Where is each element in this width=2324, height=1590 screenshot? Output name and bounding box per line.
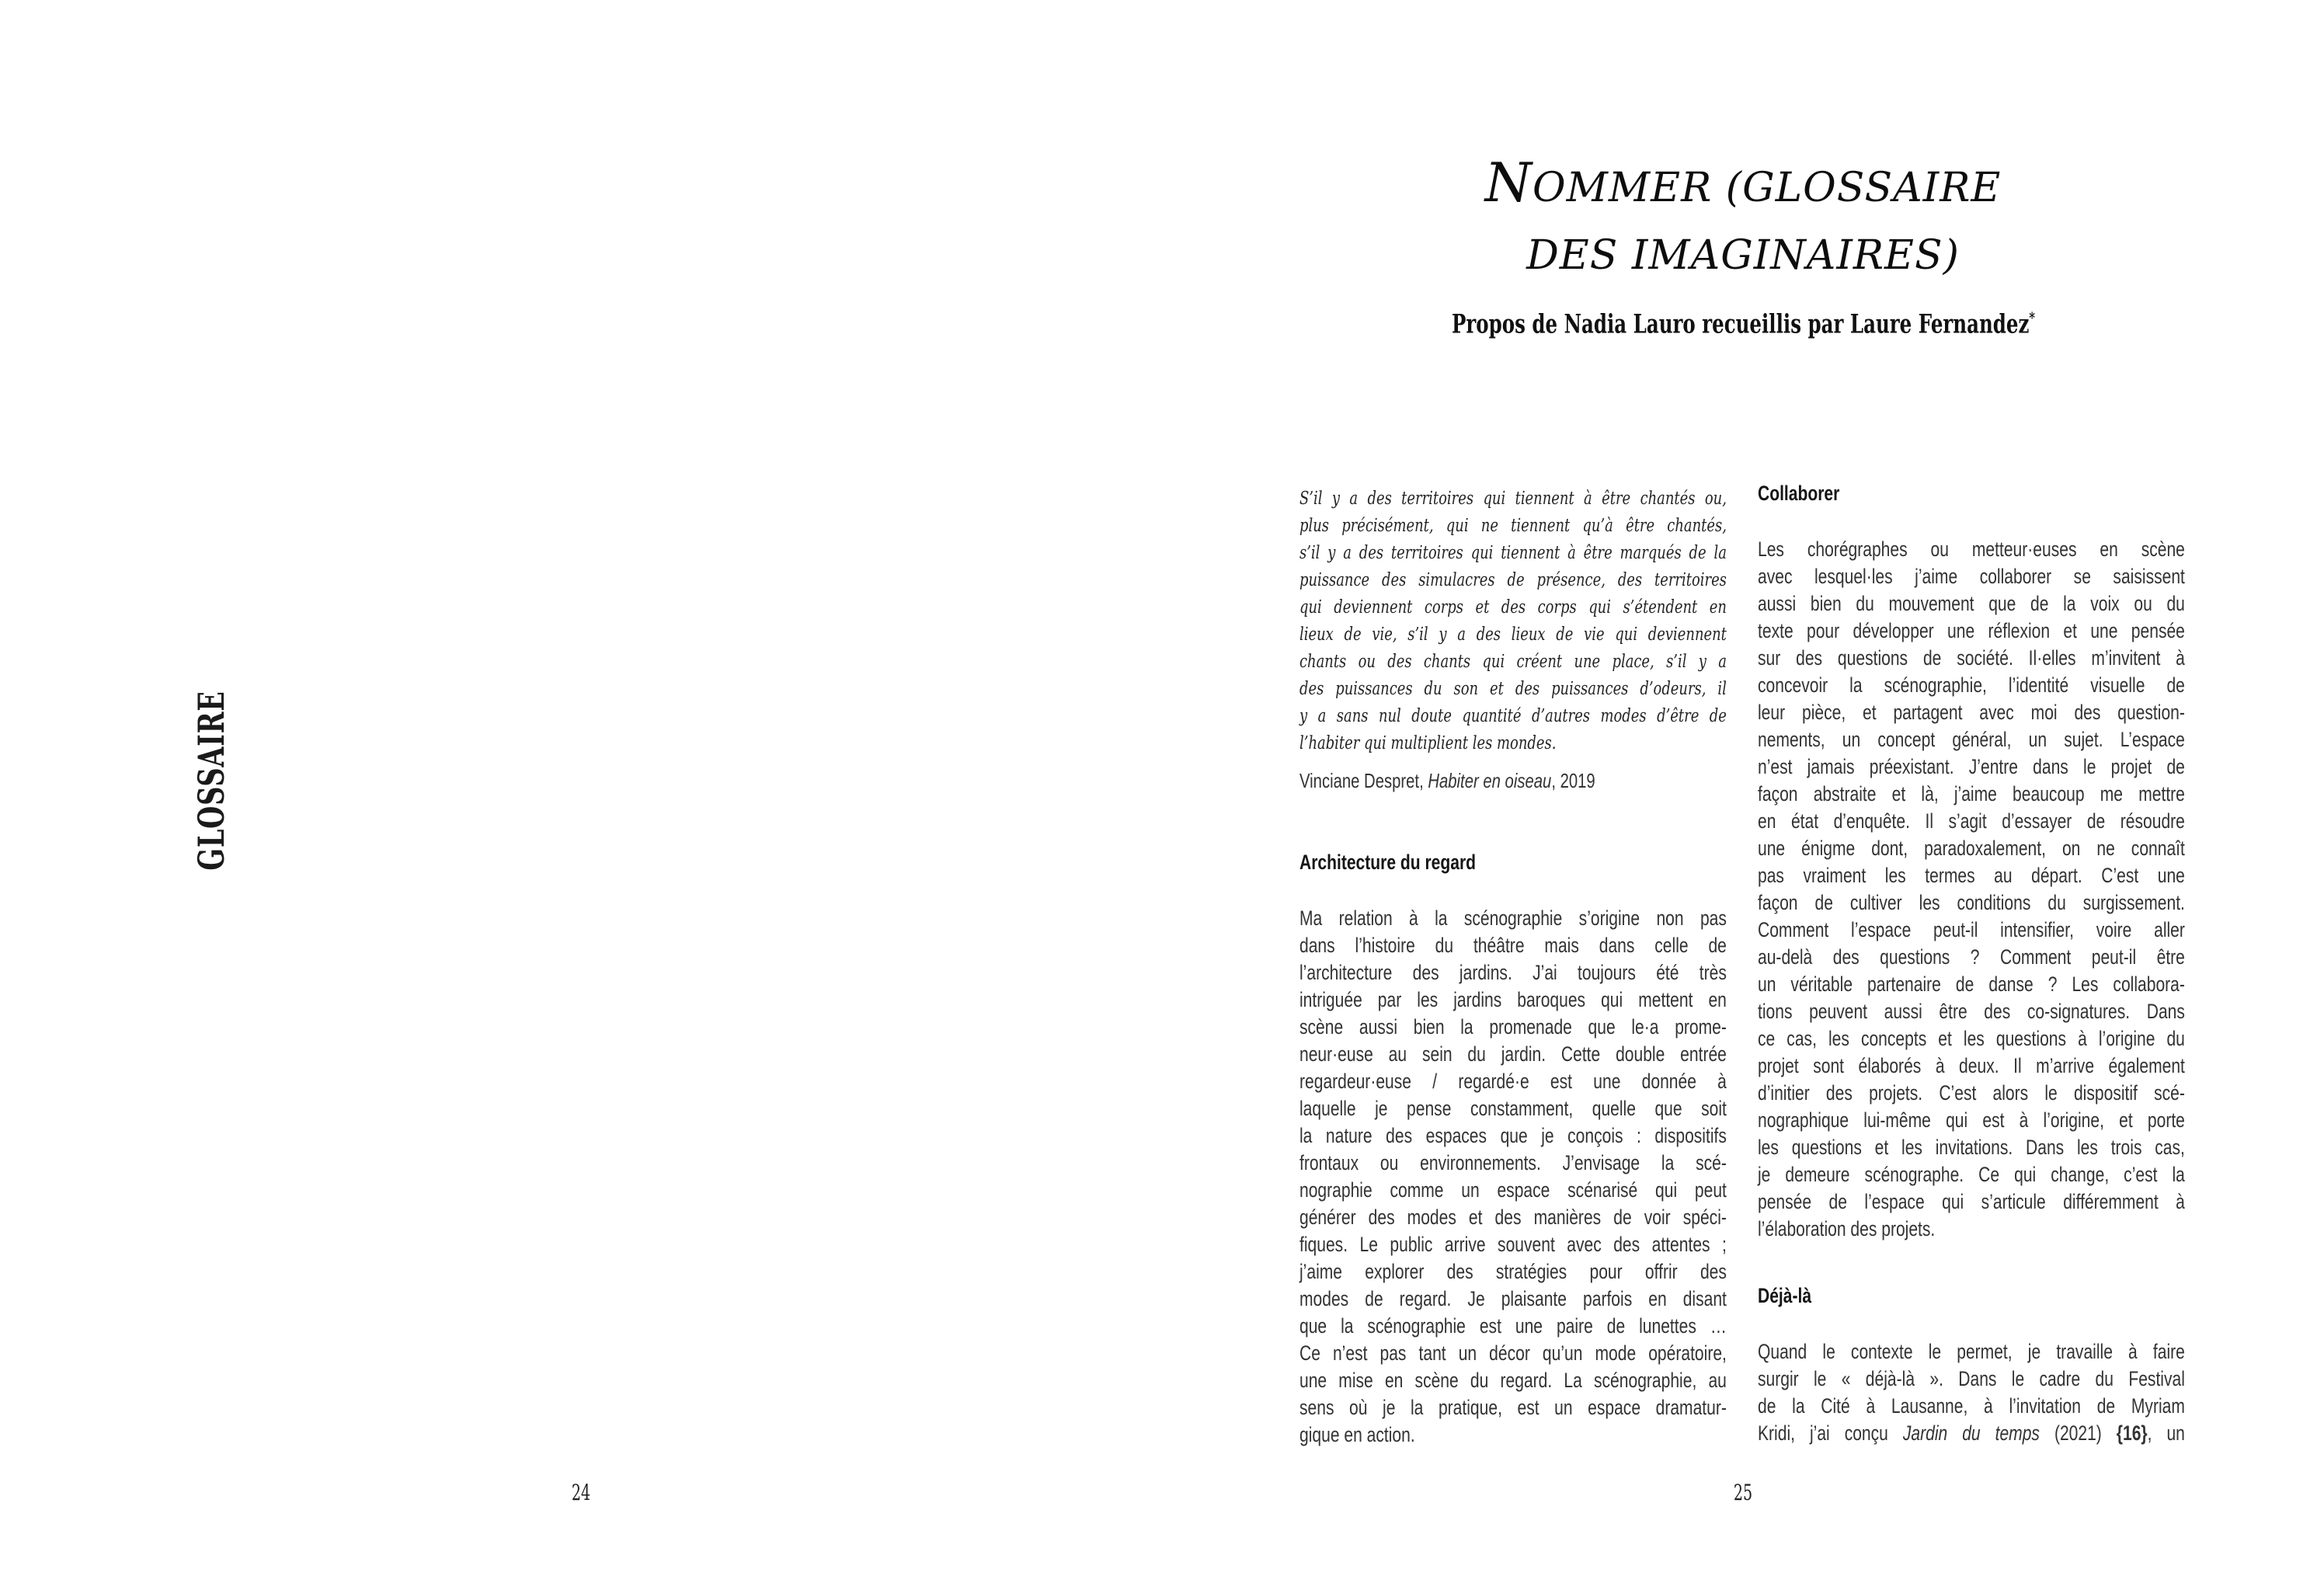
article-title-line1: NOMMER (GLOSSAIRE (1484, 152, 2002, 214)
section-heading-architecture-du-regard: Architecture du regard (1299, 851, 1477, 874)
text-line: fiques. Le public arrive souvent avec des attentes ; (1299, 1233, 1727, 1256)
text-line: l’architecture des jardins. J’ai toujours été très (1299, 961, 1727, 984)
page-number-right: 25 (1733, 1480, 1753, 1505)
epigraph-quote (1299, 485, 1727, 757)
text-line: dans l’histoire du théâtre mais dans celle de (1299, 934, 1727, 957)
text-line: des puissances du son et des puissances d’odeurs, il (1299, 679, 1727, 699)
section-body-deja-la (1758, 1338, 2185, 1420)
text-line: façon de cultiver les conditions du surgissement. (1758, 891, 2185, 914)
title-initial-cap: N (1484, 152, 1533, 214)
section-heading-collaborer: Collaborer (1758, 482, 1840, 505)
text-line: une mise en scène du regard. La scénographie, au (1299, 1369, 1727, 1392)
text-line: un véritable partenaire de danse ? Les collabora- (1758, 972, 2185, 996)
text-line: projet sont élaborés à deux. Il m’arrive également (1758, 1054, 2185, 1077)
text-line: puissance des simulacres de présence, des territoires (1299, 570, 1727, 590)
text-line: Ma relation à la scénographie s’origine non pas (1299, 906, 1727, 930)
text-line: texte pour développer une réflexion et une pensée (1758, 619, 2185, 642)
text-line: qui deviennent corps et des corps qui s’étendent en (1299, 597, 1727, 618)
text-line: regardeur·euse / regardé·e est une donnée à (1299, 1070, 1727, 1093)
text-line: générer des modes et des manières de voir spéci- (1299, 1206, 1727, 1229)
text-line: sur des questions de société. Il·elles m’invitent à (1758, 646, 2185, 670)
text-line: plus précisément, qui ne tiennent qu’à être chantés, (1299, 516, 1727, 536)
text-line: aussi bien du mouvement que de la voix ou du (1758, 592, 2185, 615)
quote-attribution (1299, 769, 1727, 792)
text-line: de la Cité à Lausanne, à l’invitation de Myriam (1758, 1394, 2185, 1418)
text-line: y a sans nul doute quantité d’autres modes d’être de (1299, 706, 1727, 726)
text-line: nographie comme un espace scénarisé qui peut (1299, 1178, 1727, 1202)
text-column-left (1299, 485, 1727, 1449)
text-line: surgir le « déjà-là ». Dans le cadre du Festival (1758, 1367, 2185, 1390)
article-subtitle-row (1162, 308, 2324, 339)
text-line: en état d’enquête. Il s’agit d’essayer de résoudre (1758, 809, 2185, 833)
glossaire-vertical-label: GLOSSAIRE (190, 691, 232, 871)
text-line: je demeure scénographe. Ce qui change, c’est la (1758, 1163, 2185, 1186)
text-line: n’est jamais préexistant. J’entre dans le projet de (1758, 755, 2185, 778)
text-line: au-delà des questions ? Comment peut-il être (1758, 945, 2185, 969)
page-right (1162, 0, 2324, 1590)
text-line: modes de regard. Je plaisante parfois en disant (1299, 1287, 1727, 1310)
quote-author: Vinciane Despret, (1299, 769, 1428, 792)
text-line: l’élaboration des projets. (1758, 1217, 1936, 1240)
text-line: sens où je la pratique, est un espace dramatur- (1299, 1396, 1727, 1419)
section-body-collaborer (1758, 536, 2185, 1243)
text-line: neur·euse au sein du jardin. Cette double entrée (1299, 1042, 1727, 1066)
text-line: j’aime explorer des stratégies pour offrir des (1299, 1260, 1727, 1283)
section-heading-deja-la: Déjà-là (1758, 1284, 1812, 1307)
text-line: concevoir la scénographie, l’identité visuelle de (1758, 673, 2185, 697)
text-line: S’il y a des territoires qui tiennent à être chantés ou, (1299, 489, 1727, 509)
text-line: scène aussi bien la promenade que le·a prome- (1299, 1015, 1727, 1039)
text-line: tions peuvent aussi être des co-signatures. Dans (1758, 1000, 2185, 1023)
quote-year: , 2019 (1551, 769, 1595, 792)
text-line: laquelle je pense constamment, quelle que soit (1299, 1097, 1727, 1120)
text-line: frontaux ou environnements. J’envisage la scé- (1299, 1151, 1727, 1174)
text-line-mixed-style: Kridi, j’ai conçu Jardin du temps (2021) {16}, un (1758, 1421, 2185, 1445)
article-subtitle: Propos de Nadia Lauro recueillis par Laure Fernandez* (1451, 308, 2035, 340)
text-line: une énigme dont, paradoxalement, on ne connaît (1758, 837, 2185, 860)
quote-work-title: Habiter en oiseau (1428, 769, 1552, 792)
text-line: les questions et les invitations. Dans les trois cas, (1758, 1136, 2185, 1159)
text-line: avec lesquel·les j’aime collaborer se saisissent (1758, 565, 2185, 588)
section-body-architecture-du-regard (1299, 905, 1727, 1449)
text-line: ce cas, les concepts et les questions à l’origine du (1758, 1027, 2185, 1050)
text-line: Quand le contexte le permet, je travaille à faire (1758, 1340, 2185, 1363)
article-title-line2: DES IMAGINAIRES) (1526, 232, 1960, 279)
text-line: lieux de vie, s’il y a des lieux de vie qui deviennent (1299, 625, 1727, 645)
text-line: la nature des espaces que je conçois : dispositifs (1299, 1124, 1727, 1147)
text-line: que la scénographie est une paire de lunettes … (1299, 1314, 1727, 1338)
text-line: leur pièce, et partagent avec moi des question- (1758, 701, 2185, 724)
footnote-asterisk: * (2028, 308, 2035, 327)
text-line: Comment l’espace peut-il intensifier, voire aller (1758, 918, 2185, 941)
article-header (1162, 150, 2324, 339)
text-line: nements, un concept général, un sujet. L’espace (1758, 728, 2185, 751)
figure-reference: {16} (2116, 1421, 2148, 1445)
text-line: façon abstraite et là, j’aime beaucoup me mettre (1758, 782, 2185, 805)
text-line: Ce n’est pas tant un décor qu’un mode opératoire, (1299, 1341, 1727, 1365)
text-line: l’habiter qui multiplient les mondes. (1299, 733, 1557, 753)
work-title-jardin-du-temps: Jardin du temps (1902, 1421, 2040, 1445)
text-line: pas vraiment les termes au départ. C’est une (1758, 864, 2185, 887)
text-line: pensée de l’espace qui s’articule différemment à (1758, 1190, 2185, 1213)
text-line: gique en action. (1299, 1423, 1415, 1446)
text-line: Les chorégraphes ou metteur·euses en scène (1758, 538, 2185, 561)
text-line: nographique lui-même qui est à l’origine, et porte (1758, 1108, 2185, 1132)
page-number-left: 24 (571, 1480, 591, 1505)
text-line: chants ou des chants qui créent une place, s’il y a (1299, 652, 1727, 672)
text-line: s’il y a des territoires qui tiennent à être marqués de la (1299, 543, 1727, 563)
text-line: d’initier des projets. C’est alors le dispositif scé- (1758, 1081, 2185, 1105)
text-column-right (1758, 482, 2185, 1447)
text-line: intriguée par les jardins baroques qui mettent en (1299, 988, 1727, 1011)
